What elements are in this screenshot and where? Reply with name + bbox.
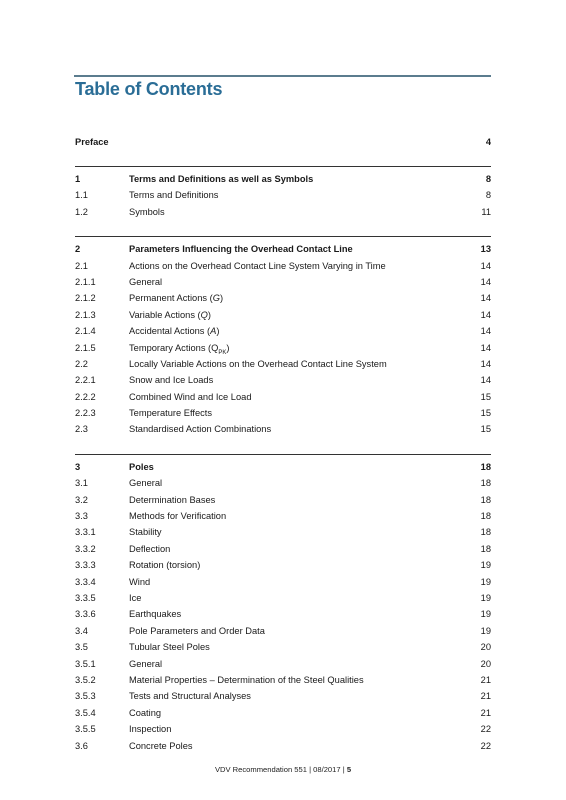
toc-entry[interactable] [75, 641, 491, 657]
toc-entry-label: Terms and Definitions as well as Symbols [129, 174, 314, 184]
toc-entry[interactable] [75, 189, 491, 205]
toc-entry-page: 14 [480, 293, 491, 304]
toc-entry[interactable] [75, 723, 491, 739]
toc-entry-page: 14 [480, 276, 491, 287]
toc-entry[interactable] [75, 625, 491, 641]
toc-entry-number: 2.2.1 [75, 375, 96, 386]
toc-entry-label: General [129, 478, 163, 489]
toc-entry-number: 3.5.5 [75, 724, 96, 735]
toc-entry-page: 18 [480, 543, 491, 554]
toc-entry-chapter[interactable] [75, 461, 491, 477]
toc-entry-label: Standardised Action Combinations [129, 424, 272, 435]
toc-entry-number: 3.1 [75, 478, 88, 489]
toc-entry-page: 14 [480, 326, 491, 337]
toc-entry-number: 1.1 [75, 190, 88, 201]
toc-entry-label: Rotation (torsion) [129, 560, 201, 571]
toc-entry-page: 19 [480, 592, 491, 603]
toc-entry[interactable] [75, 690, 491, 706]
toc-entry[interactable] [75, 407, 491, 423]
toc-entry-number: 3.3.1 [75, 527, 96, 538]
toc-entry-page: 8 [485, 190, 491, 201]
toc-entry-page: 18 [480, 527, 491, 538]
toc-entry[interactable] [75, 592, 491, 608]
toc-entry[interactable] [75, 423, 491, 439]
toc-entry-page: 14 [480, 342, 491, 353]
toc-entry[interactable] [75, 740, 491, 756]
section-divider [75, 236, 491, 237]
toc-entry-page: 18 [480, 461, 491, 472]
toc-entry-page: 15 [480, 408, 491, 419]
toc-entry-label: Earthquakes [129, 609, 182, 620]
toc-entry-label: Snow and Ice Loads [129, 375, 214, 386]
toc-entry-page: 22 [480, 724, 491, 735]
toc-entry-number: 2.2 [75, 358, 88, 369]
toc-entry-preface[interactable] [75, 136, 491, 152]
toc-entry-label: Pole Parameters and Order Data [129, 625, 265, 636]
toc-entry-page: 15 [480, 391, 491, 402]
toc-entry[interactable] [75, 374, 491, 390]
toc-entry-number: 3.3 [75, 511, 88, 522]
toc-entry[interactable] [75, 292, 491, 308]
toc-entry[interactable] [75, 658, 491, 674]
toc-entry[interactable] [75, 206, 491, 222]
toc-entry-page: 11 [481, 206, 491, 217]
toc-entry-page: 20 [480, 658, 491, 669]
toc-entry[interactable] [75, 342, 491, 358]
toc-entry-number: 2.1.1 [75, 276, 96, 287]
page-footer [0, 765, 566, 774]
toc-entry-page: 18 [480, 494, 491, 505]
toc-entry-page: 19 [480, 625, 491, 636]
toc-entry[interactable] [75, 576, 491, 592]
toc-entry[interactable] [75, 510, 491, 526]
toc-entry-number: 3.6 [75, 740, 88, 751]
toc-entry-label: Determination Bases [129, 494, 216, 505]
toc-entry-page: 22 [480, 740, 491, 751]
footer-page-number: 5 [346, 765, 352, 774]
toc-entry-label: Tubular Steel Poles [129, 642, 210, 653]
toc-entry-label: Poles [129, 461, 154, 472]
toc-entry-label: Combined Wind and Ice Load [129, 391, 252, 402]
toc-entry-number: 3.3.4 [75, 576, 96, 587]
page-title: Table of Contents [75, 79, 223, 99]
toc-entry-page: 19 [480, 576, 491, 587]
toc-entry-label: General [129, 658, 163, 669]
toc-entry-number: 2.2.3 [75, 408, 96, 419]
toc-entry-number: 2.1 [75, 260, 88, 271]
toc-entry-number: 3.5 [75, 642, 88, 653]
toc-entry-number: 3.3.6 [75, 609, 96, 620]
toc-entry-number: 3.4 [75, 625, 88, 636]
toc-entry-page: 18 [480, 478, 491, 489]
toc-entry-number: 3.5.1 [75, 658, 96, 669]
toc-entry-number: 2.1.3 [75, 309, 96, 320]
toc-entry-label: Terms and Definitions [129, 190, 219, 201]
toc-entry[interactable] [75, 526, 491, 542]
toc-entry-number: 3.5.2 [75, 674, 96, 685]
toc-entry-label: Preface [75, 137, 109, 147]
toc-entry-label: Material Properties – Determination of the Steel Qualities [129, 674, 364, 685]
toc-entry-page: 14 [480, 260, 491, 271]
toc-entry-page: 4 [485, 137, 491, 147]
toc-entry-page: 14 [480, 358, 491, 369]
section-divider [75, 166, 491, 167]
toc-entry-page: 21 [480, 674, 491, 685]
toc-entry-number: 2.1.4 [75, 326, 96, 337]
toc-entry-number: 2.1.2 [75, 293, 96, 304]
toc-entry[interactable] [75, 276, 491, 292]
toc-entry-label: Coating [129, 707, 162, 718]
toc-entry[interactable] [75, 325, 491, 341]
toc-entry-page: 19 [480, 609, 491, 620]
toc-entry-page: 21 [480, 691, 491, 702]
toc-sections [75, 166, 491, 764]
toc-entry-number: 3.5.3 [75, 691, 96, 702]
toc-entry-number: 3.2 [75, 494, 88, 505]
toc-entry-number: 3 [75, 461, 81, 472]
section-divider [75, 454, 491, 455]
toc-entry[interactable] [75, 608, 491, 624]
toc-entry[interactable] [75, 543, 491, 559]
toc-entry-page: 21 [480, 707, 491, 718]
toc-entry-page: 8 [485, 174, 491, 184]
toc-entry-label: Stability [129, 527, 162, 538]
toc-entry-label: General [129, 276, 163, 287]
footer-text: VDV Recommendation 551 | 08/2017 | [214, 765, 345, 774]
toc-entry-chapter[interactable] [75, 243, 491, 259]
toc-entry-page: 14 [480, 309, 491, 320]
toc-entry-label: Deflection [129, 543, 171, 554]
toc-entry[interactable] [75, 494, 491, 510]
toc-entry-label: Wind [129, 576, 151, 587]
toc-entry-label: Temperature Effects [129, 408, 213, 419]
toc-entry-label: Actions on the Overhead Contact Line System Varying in Time [129, 260, 386, 271]
toc-entry-label: Locally Variable Actions on the Overhead Contact Line System [129, 358, 387, 369]
toc-entry-label: Parameters Influencing the Overhead Contact Line [129, 244, 353, 255]
toc-entry[interactable] [75, 674, 491, 690]
toc-entry-label: Variable Actions (Q) [129, 309, 211, 320]
toc-entry-label: Inspection [129, 724, 172, 735]
toc-entry-label: Ice [129, 592, 142, 603]
title-rule [74, 75, 491, 77]
table-of-contents [75, 136, 491, 764]
toc-entry-label: Accidental Actions (A) [129, 326, 220, 337]
toc-entry-number: 2.1.5 [75, 342, 96, 353]
toc-entry-label: Tests and Structural Analyses [129, 691, 251, 702]
toc-entry-page: 20 [480, 642, 491, 653]
toc-entry-page: 19 [480, 560, 491, 571]
toc-entry-chapter[interactable] [75, 173, 491, 189]
toc-entry[interactable] [75, 707, 491, 723]
toc-entry-number: 1 [75, 174, 81, 184]
toc-entry-number: 3.3.3 [75, 560, 96, 571]
toc-entry-number: 3.3.5 [75, 592, 96, 603]
toc-entry-number: 2.3 [75, 424, 88, 435]
toc-entry-page: 15 [480, 424, 491, 435]
toc-entry-number: 1.2 [75, 206, 88, 217]
toc-entry-label: Concrete Poles [129, 740, 193, 751]
toc-entry[interactable] [75, 358, 491, 374]
toc-entry-number: 3.5.4 [75, 707, 96, 718]
toc-entry-label: Temporary Actions $(Q_{PK})$ [129, 342, 230, 356]
toc-entry[interactable] [75, 391, 491, 407]
toc-entry-label: Permanent Actions (G) [129, 293, 224, 304]
toc-entry-number: 3.3.2 [75, 543, 96, 554]
toc-entry-number: 2 [75, 244, 81, 255]
toc-entry[interactable] [75, 559, 491, 575]
toc-entry-page: 14 [480, 375, 491, 386]
toc-entry[interactable] [75, 309, 491, 325]
toc-entry[interactable] [75, 260, 491, 276]
toc-entry-label: Methods for Verification [129, 511, 227, 522]
toc-entry-page: 13 [480, 244, 491, 255]
toc-entry[interactable] [75, 477, 491, 493]
toc-entry-page: 18 [480, 511, 491, 522]
toc-entry-label: Symbols [129, 206, 165, 217]
toc-entry-number: 2.2.2 [75, 391, 96, 402]
